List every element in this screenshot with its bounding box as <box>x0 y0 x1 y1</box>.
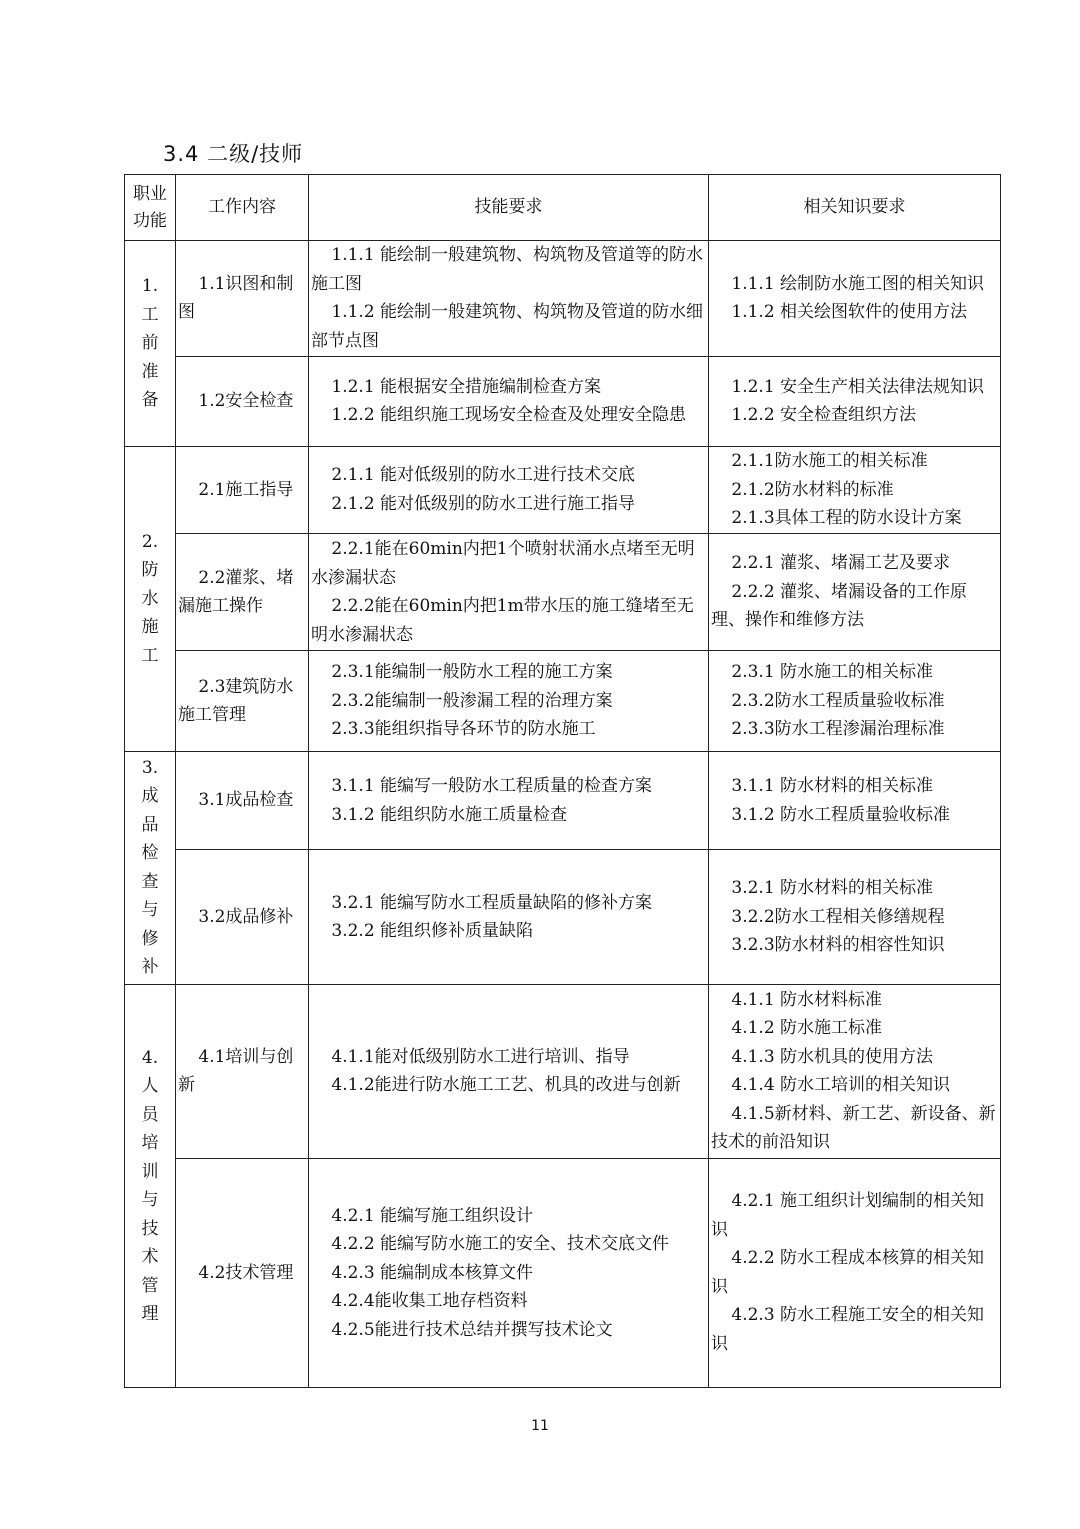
knowledge-cell <box>709 985 1001 1159</box>
knowledge-cell <box>709 751 1001 849</box>
table-row <box>125 651 1001 751</box>
work-content-cell: 3.2成品修补 <box>176 850 309 985</box>
function-label: 3.成品检查与修补 <box>141 757 159 978</box>
function-label: 1.工前准备 <box>141 276 159 411</box>
function-cell <box>125 241 176 447</box>
skill-item: 2.2.2能在60min内把1m带水压的施工缝堵至无明水渗漏状态 <box>311 596 694 645</box>
knowledge-cell <box>709 241 1001 357</box>
skill-item: 4.1.2能进行防水施工工艺、机具的改进与创新 <box>331 1075 681 1096</box>
knowledge-item: 2.2.1 灌浆、堵漏工艺及要求 <box>731 553 951 574</box>
work-content-cell: 3.1成品检查 <box>176 751 309 849</box>
skill-item: 1.1.2 能绘制一般建筑物、构筑物及管道的防水细部节点图 <box>311 302 704 351</box>
skill-item: 4.2.3 能编制成本核算文件 <box>331 1262 534 1283</box>
section-title: 3.4 二级/技师 <box>163 142 304 166</box>
work-content-cell: 2.1施工指导 <box>176 446 309 533</box>
skill-item: 4.2.4能收集工地存档资料 <box>331 1291 528 1312</box>
knowledge-item: 1.1.2 相关绘图软件的使用方法 <box>731 302 968 323</box>
knowledge-item: 3.1.2 防水工程质量验收标准 <box>731 804 951 825</box>
header-knowledge: 相关知识要求 <box>709 175 1001 241</box>
skill-standard-table <box>124 174 1001 1388</box>
skill-cell <box>309 985 709 1159</box>
skill-item: 4.2.2 能编写防水施工的安全、技术交底文件 <box>331 1234 670 1255</box>
skill-cell <box>309 651 709 751</box>
knowledge-item: 4.1.1 防水材料标准 <box>731 989 883 1010</box>
knowledge-item: 1.2.2 安全检查组织方法 <box>731 405 917 426</box>
table-row <box>125 241 1001 357</box>
knowledge-item: 4.2.1 施工组织计划编制的相关知识 <box>711 1191 985 1240</box>
knowledge-item: 3.1.1 防水材料的相关标准 <box>731 776 934 797</box>
knowledge-item: 1.2.1 安全生产相关法律法规知识 <box>731 376 985 397</box>
knowledge-cell <box>709 651 1001 751</box>
knowledge-item: 3.2.2防水工程相关修缮规程 <box>731 906 945 927</box>
table-row <box>125 533 1001 651</box>
knowledge-item: 4.1.4 防水工培训的相关知识 <box>731 1075 951 1096</box>
table-header-row <box>125 175 1001 241</box>
skill-item: 2.3.3能组织指导各环节的防水施工 <box>331 719 596 740</box>
skill-item: 1.2.2 能组织施工现场安全检查及处理安全隐患 <box>331 405 687 426</box>
work-content-cell: 4.1培训与创新 <box>176 985 309 1159</box>
knowledge-item: 2.1.2防水材料的标准 <box>731 479 894 500</box>
knowledge-cell <box>709 446 1001 533</box>
skill-item: 3.1.2 能组织防水施工质量检查 <box>331 804 568 825</box>
skill-cell <box>309 446 709 533</box>
function-label: 2.防水施工 <box>141 531 159 666</box>
header-skill: 技能要求 <box>309 175 709 241</box>
knowledge-item: 1.1.1 绘制防水施工图的相关知识 <box>731 273 985 294</box>
table-body <box>125 241 1001 1388</box>
knowledge-item: 3.2.3防水材料的相容性知识 <box>731 935 945 956</box>
skill-cell <box>309 1158 709 1387</box>
table-row <box>125 1158 1001 1387</box>
table-row <box>125 751 1001 849</box>
knowledge-item: 3.2.1 防水材料的相关标准 <box>731 878 934 899</box>
skill-item: 4.1.1能对低级别防水工进行培训、指导 <box>331 1046 630 1067</box>
table-row <box>125 850 1001 985</box>
work-content-cell: 2.2灌浆、堵漏施工操作 <box>176 533 309 651</box>
skill-item: 3.2.1 能编写防水工程质量缺陷的修补方案 <box>331 892 653 913</box>
work-content-cell: 1.1识图和制图 <box>176 241 309 357</box>
function-cell <box>125 985 176 1388</box>
page-number: 11 <box>531 1418 549 1434</box>
skill-item: 3.1.1 能编写一般防水工程质量的检查方案 <box>331 776 653 797</box>
skill-item: 2.3.1能编制一般防水工程的施工方案 <box>331 662 613 683</box>
header-function: 职业功能 <box>125 175 176 241</box>
work-content-cell: 2.3建筑防水施工管理 <box>176 651 309 751</box>
skill-cell <box>309 356 709 446</box>
knowledge-item: 2.3.1 防水施工的相关标准 <box>731 662 934 683</box>
knowledge-item: 2.3.2防水工程质量验收标准 <box>731 690 945 711</box>
knowledge-item: 4.2.2 防水工程成本核算的相关知识 <box>711 1248 985 1297</box>
skill-item: 2.1.1 能对低级别的防水工进行技术交底 <box>331 465 636 486</box>
knowledge-item: 4.1.2 防水施工标准 <box>731 1018 883 1039</box>
skill-cell <box>309 850 709 985</box>
skill-item: 1.1.1 能绘制一般建筑物、构筑物及管道等的防水施工图 <box>311 245 704 294</box>
function-cell <box>125 751 176 984</box>
function-cell <box>125 446 176 751</box>
skill-item: 2.3.2能编制一般渗漏工程的治理方案 <box>331 690 613 711</box>
skill-item: 4.2.1 能编写施工组织设计 <box>331 1205 534 1226</box>
knowledge-item: 2.2.2 灌浆、堵漏设备的工作原理、操作和维修方法 <box>711 581 968 631</box>
table-row <box>125 985 1001 1159</box>
skill-cell <box>309 533 709 651</box>
knowledge-cell <box>709 1158 1001 1387</box>
skill-item: 2.1.2 能对低级别的防水工进行施工指导 <box>331 493 636 514</box>
skill-item: 2.2.1能在60min内把1个喷射状涌水点堵至无明水渗漏状态 <box>311 539 695 588</box>
function-label: 4.人员培训与技术管理 <box>141 1047 159 1324</box>
knowledge-cell <box>709 533 1001 651</box>
work-content-cell: 4.2技术管理 <box>176 1158 309 1387</box>
knowledge-item: 2.1.1防水施工的相关标准 <box>731 451 928 472</box>
knowledge-item: 2.3.3防水工程渗漏治理标准 <box>731 719 945 740</box>
header-work: 工作内容 <box>176 175 309 241</box>
skill-item: 1.2.1 能根据安全措施编制检查方案 <box>331 376 602 397</box>
table-row <box>125 356 1001 446</box>
knowledge-cell <box>709 850 1001 985</box>
knowledge-cell <box>709 356 1001 446</box>
knowledge-item: 4.1.3 防水机具的使用方法 <box>731 1046 934 1067</box>
skill-cell <box>309 751 709 849</box>
skill-item: 3.2.2 能组织修补质量缺陷 <box>331 921 534 942</box>
knowledge-item: 2.1.3具体工程的防水设计方案 <box>731 508 962 529</box>
knowledge-item: 4.2.3 防水工程施工安全的相关知识 <box>711 1305 985 1354</box>
table-row <box>125 446 1001 533</box>
knowledge-item: 4.1.5新材料、新工艺、新设备、新技术的前沿知识 <box>711 1103 996 1153</box>
work-content-cell: 1.2安全检查 <box>176 356 309 446</box>
skill-item: 4.2.5能进行技术总结并撰写技术论文 <box>331 1319 613 1340</box>
skill-cell <box>309 241 709 357</box>
